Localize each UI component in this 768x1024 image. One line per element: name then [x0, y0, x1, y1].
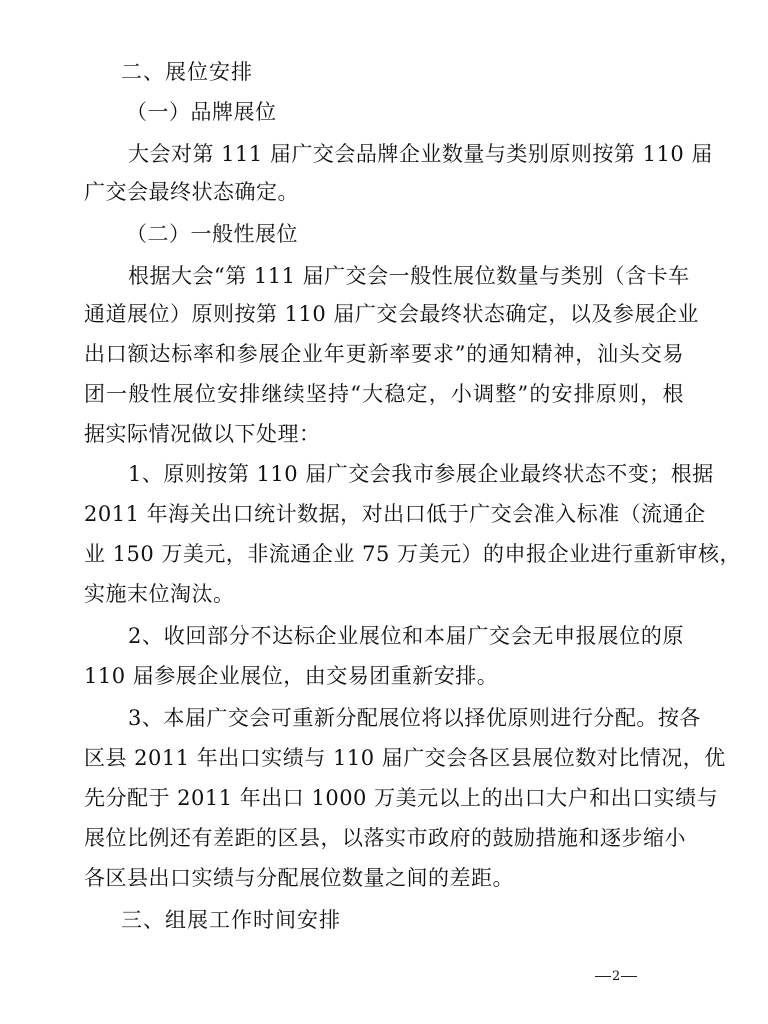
subsection-title-brand-booths: （一）品牌展位 [126, 100, 277, 124]
paragraph-line: 通道展位）原则按第 110 届广交会最终状态确定，以及参展企业 [84, 302, 699, 326]
page-number-dash-left [595, 976, 611, 977]
paragraph-line: 据实际情况做以下处理： [84, 422, 321, 446]
section-title-booth-arrangement: 二、展位安排 [121, 60, 253, 84]
paragraph-line: 团一般性展位安排继续坚持“大稳定，小调整”的安排原则，根 [84, 382, 684, 406]
list-item-1-line: 实施末位淘汰。 [84, 582, 235, 606]
list-item-1-line: 1、原则按第 110 届广交会我市参展企业最终状态不变；根据 [128, 462, 714, 486]
list-item-3-line: 区县 2011 年出口实绩与 110 届广交会各区县展位数对比情况，优 [84, 746, 726, 770]
paragraph-line: 广交会最终状态确定。 [84, 180, 299, 204]
list-item-2-line: 2、收回部分不达标企业展位和本届广交会无申报展位的原 [128, 624, 684, 648]
list-item-2-line: 110 届参展企业展位，由交易团重新安排。 [84, 664, 499, 688]
page-number [594, 968, 638, 986]
list-item-3-line: 展位比例还有差距的区县，以落实市政府的鼓励措施和逐步缩小 [84, 826, 686, 850]
list-item-1-line: 业 150 万美元，非流通企业 75 万美元）的申报企业进行重新审核， [84, 542, 742, 566]
page-number-dash-right [621, 976, 637, 977]
page-number-value: 2 [612, 969, 621, 984]
list-item-3-line: 先分配于 2011 年出口 1000 万美元以上的出口大户和出口实绩与 [84, 786, 719, 810]
paragraph-line: 大会对第 111 届广交会品牌企业数量与类别原则按第 110 届 [128, 142, 713, 166]
paragraph-line: 根据大会“第 111 届广交会一般性展位数量与类别（含卡车 [128, 264, 690, 288]
list-item-3-line: 各区县出口实绩与分配展位数量之间的差距。 [84, 866, 514, 890]
list-item-1-line: 2011 年海关出口统计数据，对出口低于广交会准入标准（流通企 [84, 502, 706, 526]
subsection-title-general-booths: （二）一般性展位 [126, 222, 298, 246]
list-item-3-line: 3、本届广交会可重新分配展位将以择优原则进行分配。按各 [128, 706, 701, 730]
paragraph-line: 出口额达标率和参展企业年更新率要求”的通知精神，汕头交易 [84, 342, 684, 366]
section-title-schedule: 三、组展工作时间安排 [121, 908, 341, 932]
